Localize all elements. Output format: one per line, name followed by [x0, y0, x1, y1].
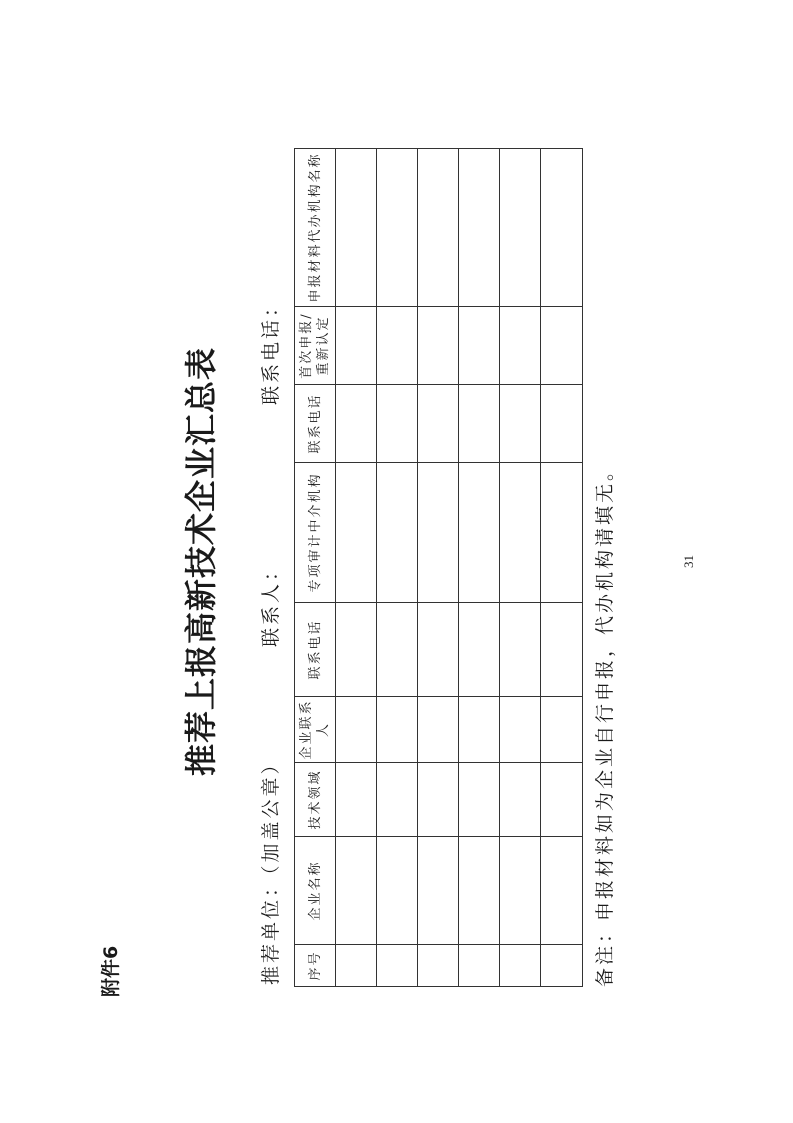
table-cell[interactable] — [500, 307, 541, 385]
table-cell[interactable] — [336, 603, 377, 697]
table-cell[interactable] — [418, 837, 459, 945]
contact-person-label: 联系人： — [260, 558, 282, 647]
header-application-type: 首次申报/重新认定 — [295, 307, 336, 385]
contact-phone-label: 联系电话： — [260, 294, 282, 405]
page-title: 推荐上报高新技术企业汇总表 — [182, 347, 220, 777]
header-audit-agency: 专项审计中介机构 — [295, 463, 336, 603]
table-cell[interactable] — [336, 463, 377, 603]
table-body — [336, 149, 583, 987]
header-company-contact: 企业联系人 — [295, 697, 336, 763]
table-cell[interactable] — [377, 385, 418, 463]
table-cell[interactable] — [418, 945, 459, 987]
table-cell[interactable] — [500, 463, 541, 603]
table-cell[interactable] — [336, 945, 377, 987]
table-cell[interactable] — [418, 463, 459, 603]
table-cell[interactable] — [418, 603, 459, 697]
table-cell[interactable] — [541, 307, 583, 385]
table-cell[interactable] — [541, 763, 583, 837]
header-contact-phone: 联系电话 — [295, 603, 336, 697]
table-cell[interactable] — [459, 837, 500, 945]
table-cell[interactable] — [336, 385, 377, 463]
attachment-label: 附件6 — [100, 945, 122, 997]
table-cell[interactable] — [500, 945, 541, 987]
table-cell[interactable] — [500, 603, 541, 697]
table-cell[interactable] — [541, 385, 583, 463]
table-cell[interactable] — [377, 307, 418, 385]
table-header-row — [295, 149, 336, 987]
table-cell[interactable] — [418, 385, 459, 463]
table-cell[interactable] — [500, 837, 541, 945]
table-cell[interactable] — [459, 763, 500, 837]
summary-table — [294, 148, 583, 987]
table-cell[interactable] — [541, 697, 583, 763]
table-cell[interactable] — [336, 149, 377, 307]
table-cell[interactable] — [377, 763, 418, 837]
header-serial-number: 序号 — [295, 945, 336, 987]
header-tech-field: 技术领域 — [295, 763, 336, 837]
table-row — [418, 149, 459, 987]
table-row — [336, 149, 377, 987]
table-cell[interactable] — [459, 149, 500, 307]
table-cell[interactable] — [500, 385, 541, 463]
table-cell[interactable] — [418, 697, 459, 763]
table-cell[interactable] — [500, 149, 541, 307]
table-cell[interactable] — [459, 697, 500, 763]
table-cell[interactable] — [459, 463, 500, 603]
table-cell[interactable] — [377, 837, 418, 945]
table-cell[interactable] — [336, 697, 377, 763]
table-cell[interactable] — [377, 149, 418, 307]
table-cell[interactable] — [500, 763, 541, 837]
table-row — [500, 149, 541, 987]
table-cell[interactable] — [418, 763, 459, 837]
table-cell[interactable] — [336, 837, 377, 945]
table-cell[interactable] — [541, 837, 583, 945]
header-agency-phone: 联系电话 — [295, 385, 336, 463]
table-cell[interactable] — [377, 697, 418, 763]
page-number: 31 — [681, 555, 696, 568]
table-cell[interactable] — [541, 463, 583, 603]
table-cell[interactable] — [541, 945, 583, 987]
table-cell[interactable] — [541, 603, 583, 697]
table-cell[interactable] — [459, 385, 500, 463]
table-cell[interactable] — [377, 945, 418, 987]
table-cell[interactable] — [459, 603, 500, 697]
table-cell[interactable] — [500, 697, 541, 763]
table-cell[interactable] — [377, 463, 418, 603]
recommending-unit-label: 推荐单位：（加盖公章） — [260, 752, 282, 985]
footnote: 备注：申报材料如为企业自行申报，代办机构请填无。 — [594, 458, 616, 987]
table-row — [541, 149, 583, 987]
table-cell[interactable] — [459, 307, 500, 385]
table-cell[interactable] — [336, 763, 377, 837]
table-cell[interactable] — [336, 307, 377, 385]
table-cell[interactable] — [377, 603, 418, 697]
table-cell[interactable] — [541, 149, 583, 307]
table-row — [377, 149, 418, 987]
table-row — [459, 149, 500, 987]
header-company-name: 企业名称 — [295, 837, 336, 945]
table-cell[interactable] — [459, 945, 500, 987]
table-cell[interactable] — [418, 149, 459, 307]
header-agent-name: 申报材料代办机构名称 — [295, 149, 336, 307]
table-cell[interactable] — [418, 307, 459, 385]
